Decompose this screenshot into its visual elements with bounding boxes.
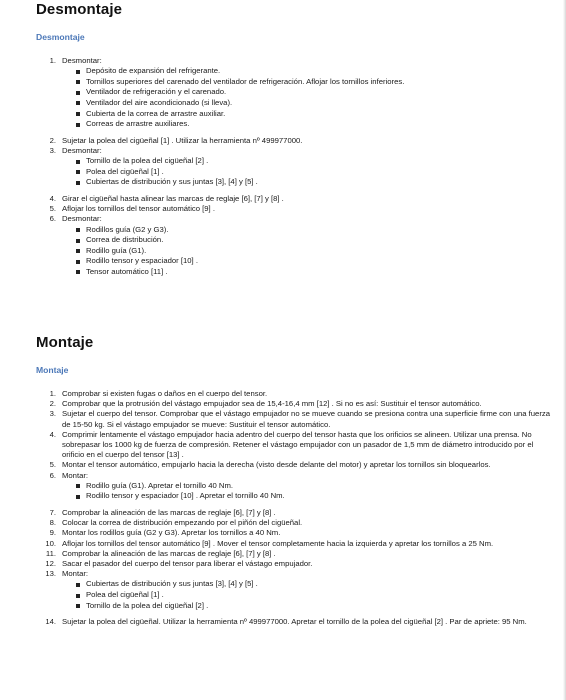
step-text: Colocar la correa de distribución empezando por el piñón del cigüeñal. bbox=[62, 518, 303, 528]
step-number: 9. bbox=[49, 528, 56, 538]
step-text: Aflojar los tornillos del tensor automático [9] . bbox=[62, 204, 215, 214]
step-text: Montar el tensor automático, empujarlo hacia la derecha (visto desde delante del motor) y apretar los tornillos sin bloquearlos. bbox=[62, 460, 491, 470]
step-text: Desmontar: bbox=[62, 56, 102, 65]
sub-item-text: Correa de distribución. bbox=[86, 235, 164, 245]
sub-list-item bbox=[36, 590, 552, 601]
sub-list-item bbox=[36, 601, 552, 612]
step-item bbox=[36, 146, 552, 156]
sub-list bbox=[36, 225, 552, 278]
sub-item-text: Rodillo tensor y espaciador [10] . bbox=[86, 256, 198, 266]
step-number: 8. bbox=[49, 518, 56, 528]
section-title-desmontaje: Desmontaje bbox=[36, 1, 123, 18]
step-item bbox=[36, 409, 552, 429]
step-number: 3. bbox=[49, 145, 56, 155]
section-title-montaje: Montaje bbox=[36, 334, 94, 351]
sub-item-text: Tensor automático [11] . bbox=[86, 266, 168, 276]
step-number: 1. bbox=[49, 56, 56, 65]
square-bullet-icon bbox=[76, 484, 80, 488]
sub-list-item bbox=[36, 267, 552, 278]
square-bullet-icon bbox=[76, 228, 80, 232]
sub-list-item bbox=[36, 256, 552, 267]
sub-list-item bbox=[36, 481, 552, 492]
step-number: 14. bbox=[45, 617, 56, 627]
desmontaje-steps bbox=[36, 56, 552, 278]
sub-item-text: Tornillo de la polea del cigüeñal [2] . bbox=[86, 600, 209, 610]
step-text: Desmontar: bbox=[62, 145, 102, 155]
sub-item-text: Rodillo guía (G1). Apretar el tornillo 40 Nm. bbox=[86, 480, 233, 490]
sub-list bbox=[36, 66, 552, 130]
sub-item-text: Tornillos superiores del carenado del ventilador de refrigeración. Aflojar los tornillos inferiores. bbox=[86, 76, 405, 86]
sub-item-text: Cubiertas de distribución y sus juntas [3], [4] y [5] . bbox=[86, 579, 258, 589]
sub-list bbox=[36, 156, 552, 188]
sub-item-text: Polea del cigüeñal [1] . bbox=[86, 166, 164, 176]
square-bullet-icon bbox=[76, 604, 80, 608]
montaje-steps bbox=[36, 389, 552, 627]
square-bullet-icon bbox=[76, 80, 80, 84]
step-text: Sacar el pasador del cuerpo del tensor para liberar el vástago empujador. bbox=[62, 559, 313, 569]
step-item bbox=[36, 460, 552, 470]
square-bullet-icon bbox=[76, 160, 80, 164]
sub-item-text: Depósito de expansión del refrigerante. bbox=[86, 66, 221, 76]
step-text: Sujetar la polea del cigüeñal [1] . Utilizar la herramienta nº 499977000. bbox=[62, 135, 303, 145]
step-text: Comprobar la alineación de las marcas de reglaje [6], [7] y [8] . bbox=[62, 508, 276, 518]
step-text: Aflojar los tornillos del tensor automático [9] . Mover el tensor completamente hacia la izquierda y apretar los tornillos a 25 Nm. bbox=[62, 538, 494, 548]
square-bullet-icon bbox=[76, 270, 80, 274]
sub-list-item bbox=[36, 109, 552, 120]
sub-list-item bbox=[36, 66, 552, 77]
step-number: 6. bbox=[49, 214, 56, 224]
step-number: 3. bbox=[49, 409, 56, 419]
step-item bbox=[36, 430, 552, 461]
square-bullet-icon bbox=[76, 583, 80, 587]
square-bullet-icon bbox=[76, 495, 80, 499]
step-text: Comprobar que la protrusión del vástago empujador sea de 15,4-16,4 mm [12] . Si no es así: Sustituir el tensor automático. bbox=[62, 399, 482, 409]
square-bullet-icon bbox=[76, 181, 80, 185]
step-item bbox=[36, 549, 552, 559]
square-bullet-icon bbox=[76, 260, 80, 264]
step-text: Montar: bbox=[62, 470, 89, 480]
step-item bbox=[36, 136, 552, 146]
step-number: 5. bbox=[49, 204, 56, 214]
sub-list bbox=[36, 481, 552, 502]
square-bullet-icon bbox=[76, 91, 80, 95]
step-text: Montar: bbox=[62, 569, 89, 579]
step-item bbox=[36, 471, 552, 481]
step-item bbox=[36, 539, 552, 549]
square-bullet-icon bbox=[76, 239, 80, 243]
step-text: Comprobar la alineación de las marcas de reglaje [6], [7] y [8] . bbox=[62, 548, 276, 558]
sub-item-text: Rodillos guía (G2 y G3). bbox=[86, 224, 169, 234]
step-number: 2. bbox=[49, 135, 56, 145]
sub-list-item bbox=[36, 156, 552, 167]
step-number: 5. bbox=[49, 460, 56, 470]
square-bullet-icon bbox=[76, 101, 80, 105]
sub-list-item bbox=[36, 491, 552, 502]
step-item bbox=[36, 56, 552, 66]
step-item bbox=[36, 518, 552, 528]
sub-list-item bbox=[36, 119, 552, 130]
square-bullet-icon bbox=[76, 594, 80, 598]
step-item bbox=[36, 194, 552, 204]
step-number: 1. bbox=[49, 389, 56, 398]
step-item bbox=[36, 204, 552, 214]
sub-item-text: Ventilador de refrigeración y el carenado. bbox=[86, 87, 227, 97]
step-item bbox=[36, 399, 552, 409]
step-text: Montar los rodillos guía (G2 y G3). Apretar los tornillos a 40 Nm. bbox=[62, 528, 281, 538]
sub-item-text: Rodillo tensor y espaciador [10] . Apretar el tornillo 40 Nm. bbox=[86, 491, 285, 501]
step-number: 4. bbox=[49, 193, 56, 203]
sub-list-item bbox=[36, 177, 552, 188]
sub-list-item bbox=[36, 167, 552, 178]
sub-list-item bbox=[36, 98, 552, 109]
sub-list-item bbox=[36, 225, 552, 236]
sub-item-text: Tornillo de la polea del cigüeñal [2] . bbox=[86, 156, 209, 166]
step-text: Sujetar la polea del cigüeñal. Utilizar la herramienta nº 499977000. Apretar el tornillo de la polea del cigüeñal [2] . Par de apriete: 95 Nm. bbox=[62, 617, 527, 627]
step-text: Sujetar el cuerpo del tensor. Comprobar que el vástago empujador no se mueve cuando se presiona contra una superficie firme con una fuerza de 15-50 kg. Si el vástago empujador se mueve: Sustituir el tensor automático. bbox=[62, 409, 551, 429]
sub-list-item bbox=[36, 579, 552, 590]
square-bullet-icon bbox=[76, 249, 80, 253]
sub-item-text: Ventilador del aire acondicionado (si lleva). bbox=[86, 97, 233, 107]
sub-item-text: Correas de arrastre auxiliares. bbox=[86, 119, 190, 129]
step-text: Comprimir lentamente el vástago empujador hacia adentro del cuerpo del tensor hasta que los orificios se alineen. Utilizar una prensa. No sobrepasar los 1000 kg de fuerza de compresión. Retener el vástago empujador con un pasador de 1,5 mm de diámetro introducido por el orificio en el cuerpo del tensor [13] . bbox=[62, 429, 534, 460]
step-number: 6. bbox=[49, 470, 56, 480]
square-bullet-icon bbox=[76, 112, 80, 116]
step-item bbox=[36, 559, 552, 569]
sub-item-text: Cubiertas de distribución y sus juntas [3], [4] y [5] . bbox=[86, 177, 258, 187]
sub-item-text: Rodillo guía (G1). bbox=[86, 245, 147, 255]
square-bullet-icon bbox=[76, 170, 80, 174]
step-item bbox=[36, 569, 552, 579]
step-number: 11. bbox=[45, 548, 56, 558]
step-number: 10. bbox=[45, 538, 56, 548]
step-item bbox=[36, 528, 552, 538]
sub-item-text: Cubierta de la correa de arrastre auxiliar. bbox=[86, 108, 226, 118]
step-item bbox=[36, 508, 552, 518]
step-item bbox=[36, 617, 552, 627]
square-bullet-icon bbox=[76, 70, 80, 74]
subsection-title-desmontaje: Desmontaje bbox=[36, 32, 85, 42]
sub-list-item bbox=[36, 246, 552, 257]
step-number: 2. bbox=[49, 399, 56, 409]
step-text: Comprobar si existen fugas o daños en el cuerpo del tensor. bbox=[62, 389, 268, 398]
step-number: 7. bbox=[49, 508, 56, 518]
sub-list bbox=[36, 579, 552, 611]
step-text: Desmontar: bbox=[62, 214, 102, 224]
step-item bbox=[36, 389, 552, 399]
sub-list-item bbox=[36, 77, 552, 88]
subsection-title-montaje: Montaje bbox=[36, 365, 69, 375]
step-item bbox=[36, 214, 552, 224]
sub-list-item bbox=[36, 87, 552, 98]
step-number: 12. bbox=[45, 559, 56, 569]
step-text: Girar el cigüeñal hasta alinear las marcas de reglaje [6], [7] y [8] . bbox=[62, 193, 284, 203]
sub-list-item bbox=[36, 235, 552, 246]
step-number: 4. bbox=[49, 429, 56, 439]
square-bullet-icon bbox=[76, 123, 80, 127]
sub-item-text: Polea del cigüeñal [1] . bbox=[86, 590, 164, 600]
step-number: 13. bbox=[45, 569, 56, 579]
